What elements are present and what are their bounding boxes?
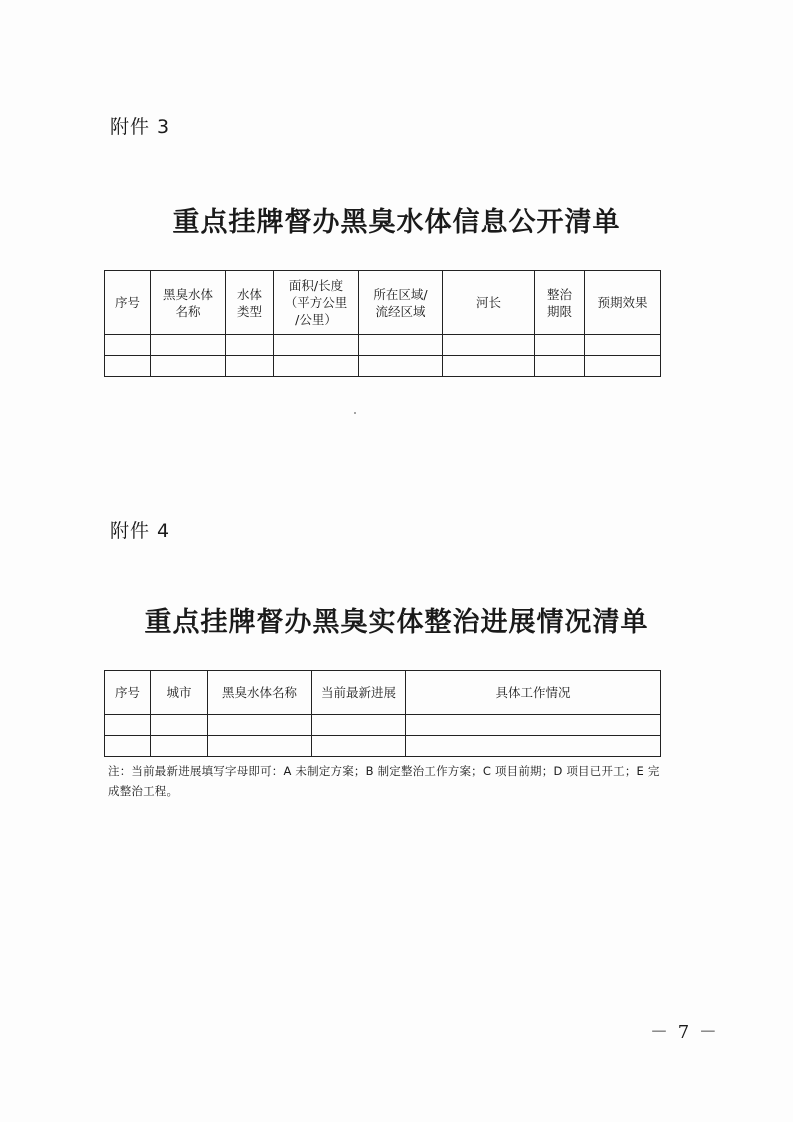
- table-cell[interactable]: [535, 335, 585, 356]
- annex4-header-latest-progress: 当前最新进展: [312, 671, 406, 715]
- annex3-header-river-chief: 河长: [443, 271, 535, 335]
- table-cell[interactable]: [151, 715, 208, 736]
- table-cell[interactable]: [226, 335, 274, 356]
- annex3-table: [104, 270, 661, 377]
- table-cell[interactable]: [406, 715, 661, 736]
- table-row: [105, 335, 661, 356]
- table-cell[interactable]: [226, 356, 274, 377]
- annex4-header-index: 序号: [105, 671, 151, 715]
- annex4-header-waterbody-name: 黑臭水体名称: [208, 671, 312, 715]
- table-cell[interactable]: [585, 356, 661, 377]
- annex3-label: 附件 3: [110, 116, 171, 138]
- table-cell[interactable]: [585, 335, 661, 356]
- annex4-label: 附件 4: [110, 520, 171, 542]
- table-cell[interactable]: [151, 335, 226, 356]
- annex3-header-area-length: 面积/长度 （平方公里 /公里）: [274, 271, 359, 335]
- annex3-header-region: 所在区域/ 流经区域: [359, 271, 443, 335]
- annex3-header-waterbody-type: 水体 类型: [226, 271, 274, 335]
- page-number: － 7 －: [650, 1022, 719, 1043]
- annex3-header-waterbody-name: 黑臭水体 名称: [151, 271, 226, 335]
- table-cell[interactable]: [443, 356, 535, 377]
- table-cell[interactable]: [151, 736, 208, 757]
- annex4-header-row: [105, 671, 661, 715]
- table-cell[interactable]: [274, 356, 359, 377]
- table-cell[interactable]: [105, 335, 151, 356]
- table-row: [105, 356, 661, 377]
- annex3-header-deadline: 整治 期限: [535, 271, 585, 335]
- table-cell[interactable]: [312, 736, 406, 757]
- table-cell[interactable]: [208, 715, 312, 736]
- annex4-title: 重点挂牌督办黑臭实体整治进展情况清单: [144, 607, 649, 638]
- annex4-header-city: 城市: [151, 671, 208, 715]
- table-cell[interactable]: [274, 335, 359, 356]
- annex3-header-index: 序号: [105, 271, 151, 335]
- annex3-header-row: [105, 271, 661, 335]
- annex4-table: [104, 670, 661, 757]
- table-cell[interactable]: [312, 715, 406, 736]
- table-cell[interactable]: [406, 736, 661, 757]
- table-cell[interactable]: [535, 356, 585, 377]
- annex4-header-work-details: 具体工作情况: [406, 671, 661, 715]
- table-cell[interactable]: [151, 356, 226, 377]
- table-cell[interactable]: [208, 736, 312, 757]
- table-cell[interactable]: [443, 335, 535, 356]
- table-cell[interactable]: [105, 736, 151, 757]
- annex4-note: 注：当前最新进展填写字母即可：A 未制定方案；B 制定整治工作方案；C 项目前期；D 项目已开工；E 完成整治工程。: [108, 764, 660, 798]
- annex3-title: 重点挂牌督办黑臭水体信息公开清单: [172, 207, 621, 238]
- table-cell[interactable]: [105, 715, 151, 736]
- table-cell[interactable]: [105, 356, 151, 377]
- scan-speck: [354, 412, 356, 414]
- table-row: [105, 736, 661, 757]
- table-cell[interactable]: [359, 335, 443, 356]
- table-cell[interactable]: [359, 356, 443, 377]
- annex3-header-expected-effect: 预期效果: [585, 271, 661, 335]
- table-row: [105, 715, 661, 736]
